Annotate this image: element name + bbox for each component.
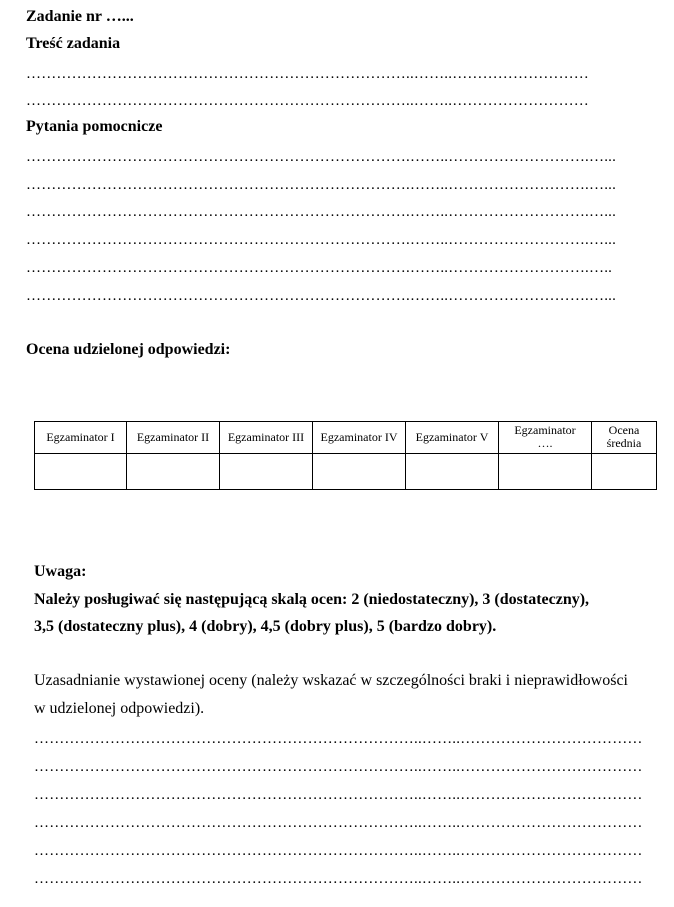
helper-question-line-2: ………………………………………………………………….……..……………………….…... xyxy=(26,177,617,193)
helper-question-line-1: ………………………………………………………………….……..……………………….…... xyxy=(26,149,617,165)
justification-line-3: …………………………………………………………………..……..……………………………… xyxy=(34,787,643,803)
header-examiner-2: Egzaminator II xyxy=(127,422,220,454)
grade-table-header-row xyxy=(35,422,657,454)
header-examiner-4: Egzaminator IV xyxy=(313,422,406,454)
helper-question-line-5: ………………………………………………………………….……..……………………….….. xyxy=(26,260,613,276)
grade-cell-average[interactable] xyxy=(592,454,657,490)
helper-questions-heading: Pytania pomocnicze xyxy=(26,118,163,135)
grade-table-input-row xyxy=(35,454,657,490)
justification-line-1: …………………………………………………………………..……..……………………………… xyxy=(34,731,643,747)
note-heading: Uwaga: xyxy=(34,563,87,580)
header-examiner-1: Egzaminator I xyxy=(35,422,127,454)
justification-text-line-1: Uzasadnianie wystawionej oceny (należy wskazać w szczególności braki i nieprawidłowości xyxy=(34,672,628,689)
header-average-grade: Ocena średnia xyxy=(592,422,657,454)
helper-question-line-3: ………………………………………………………………….……..……………………….…... xyxy=(26,204,617,220)
header-examiner-5: Egzaminator V xyxy=(406,422,499,454)
grade-cell-examiner-2[interactable] xyxy=(127,454,220,490)
task-content-line-1: …………………………………………………………………..……..……………………… xyxy=(26,66,589,82)
task-content-heading: Treść zadania xyxy=(26,35,121,52)
helper-question-line-4: ………………………………………………………………….……..……………………….…... xyxy=(26,232,617,248)
grade-cell-examiner-more[interactable] xyxy=(499,454,592,490)
grade-heading: Ocena udzielonej odpowiedzi: xyxy=(26,341,231,358)
helper-question-line-6: ………………………………………………………………….……..……………………….…... xyxy=(26,288,617,304)
header-examiner-3: Egzaminator III xyxy=(220,422,313,454)
grade-cell-examiner-3[interactable] xyxy=(220,454,313,490)
grade-cell-examiner-5[interactable] xyxy=(406,454,499,490)
note-scale-line-1: Należy posługiwać się następującą skalą ocen: 2 (niedostateczny), 3 (dostateczny), xyxy=(34,591,590,608)
justification-line-5: …………………………………………………………………..……..……………………………… xyxy=(34,843,643,859)
justification-line-6: …………………………………………………………………..……..……………………………… xyxy=(34,871,643,887)
task-number-label: Zadanie nr …... xyxy=(26,8,134,25)
justification-text-line-2: w udzielonej odpowiedzi). xyxy=(34,700,205,717)
header-examiner-more: Egzaminator …. xyxy=(499,422,592,454)
grade-cell-examiner-1[interactable] xyxy=(35,454,127,490)
grade-cell-examiner-4[interactable] xyxy=(313,454,406,490)
note-scale-line-2: 3,5 (dostateczny plus), 4 (dobry), 4,5 (dobry plus), 5 (bardzo dobry). xyxy=(34,618,497,635)
justification-line-4: …………………………………………………………………..……..……………………………… xyxy=(34,815,643,831)
justification-line-2: …………………………………………………………………..……..……………………………… xyxy=(34,759,643,775)
grade-table xyxy=(34,421,657,490)
task-content-line-2: …………………………………………………………………..……..……………………… xyxy=(26,93,589,109)
